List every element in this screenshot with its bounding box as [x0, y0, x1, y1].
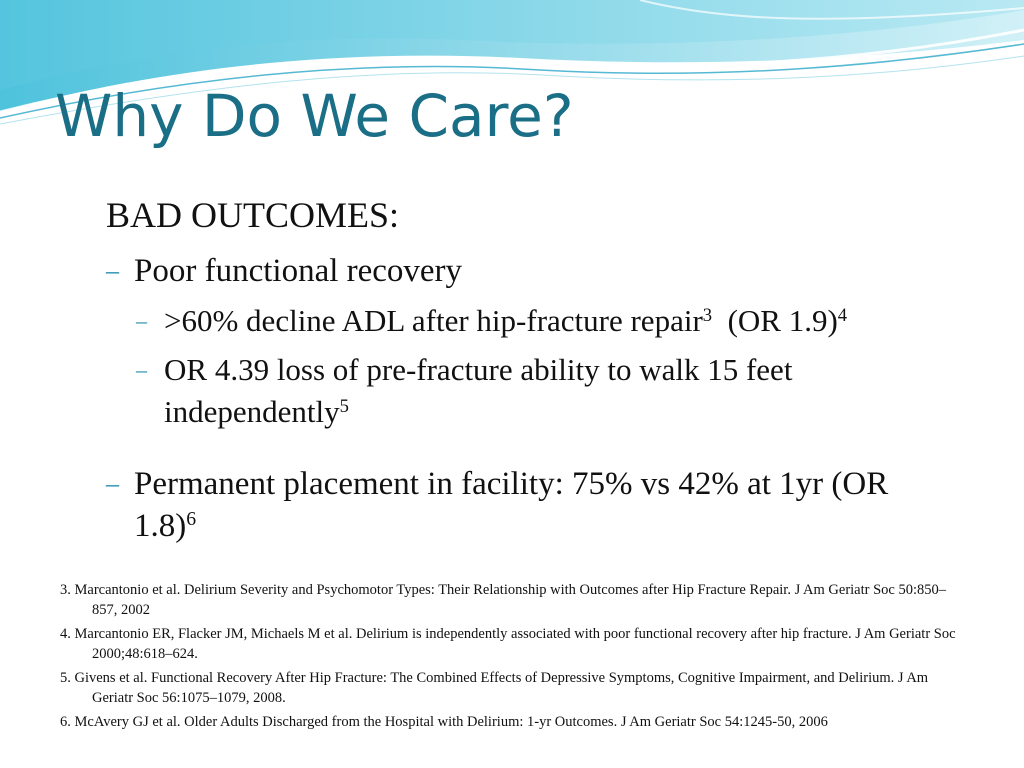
sub-bullet-text-line1: OR 4.39 loss of pre-fracture ability to walk 15 feet [164, 352, 793, 387]
sub-bullet-walk-ability [136, 349, 793, 433]
bullet-permanent-placement [106, 463, 889, 547]
citation-superscript: 6 [186, 508, 197, 531]
citation-superscript: 5 [339, 395, 349, 417]
slide-title: Why Do We Care? [55, 82, 574, 150]
sub-bullet-text-line2: independently [164, 394, 340, 429]
bullet-dash: – [106, 256, 119, 285]
citation-superscript: 3 [702, 304, 713, 326]
citation-superscript: 4 [837, 304, 848, 326]
bullet-dash: – [106, 469, 119, 498]
reference-6: 6. McAvery GJ et al. Older Adults Discharged from the Hospital with Delirium: 1-yr Outcomes. J Am Geriatr Soc 54:1245-50, 2006 [60, 714, 828, 730]
sub-bullet-dash: – [136, 357, 147, 382]
odds-ratio-text: (OR 1.9) [712, 303, 838, 338]
sub-bullet-text: >60% decline ADL after hip-fracture repair [164, 303, 703, 338]
references-list [60, 580, 965, 736]
sub-bullet-adl-decline [136, 300, 848, 342]
bullet-poor-functional-recovery [106, 250, 463, 292]
bullet-text-line2: 1.8) [134, 508, 187, 544]
bullet-text-line1: Permanent placement in facility: 75% vs 42% at 1yr (OR [134, 466, 889, 502]
reference-5: 5. Givens et al. Functional Recovery After Hip Fracture: The Combined Effects of Depressive Symptoms, Cognitive Impairment, and Delirium. J Am Geriatr Soc 56:1075–1079, 2008. [60, 670, 929, 706]
reference-3: 3. Marcantonio et al. Delirium Severity and Psychomotor Types: Their Relationship with Outcomes after Hip Fracture Repair. J Am Geriatr Soc 50:850–857, 2002 [60, 582, 946, 618]
bullet-text: Poor functional recovery [134, 253, 463, 289]
reference-4: 4. Marcantonio ER, Flacker JM, Michaels M et al. Delirium is independently associated with poor functional recovery after hip fracture. J Am Geriatr Soc 2000;48:618–624. [60, 626, 956, 662]
section-heading: BAD OUTCOMES: [106, 195, 400, 235]
sub-bullet-dash: – [136, 308, 147, 333]
